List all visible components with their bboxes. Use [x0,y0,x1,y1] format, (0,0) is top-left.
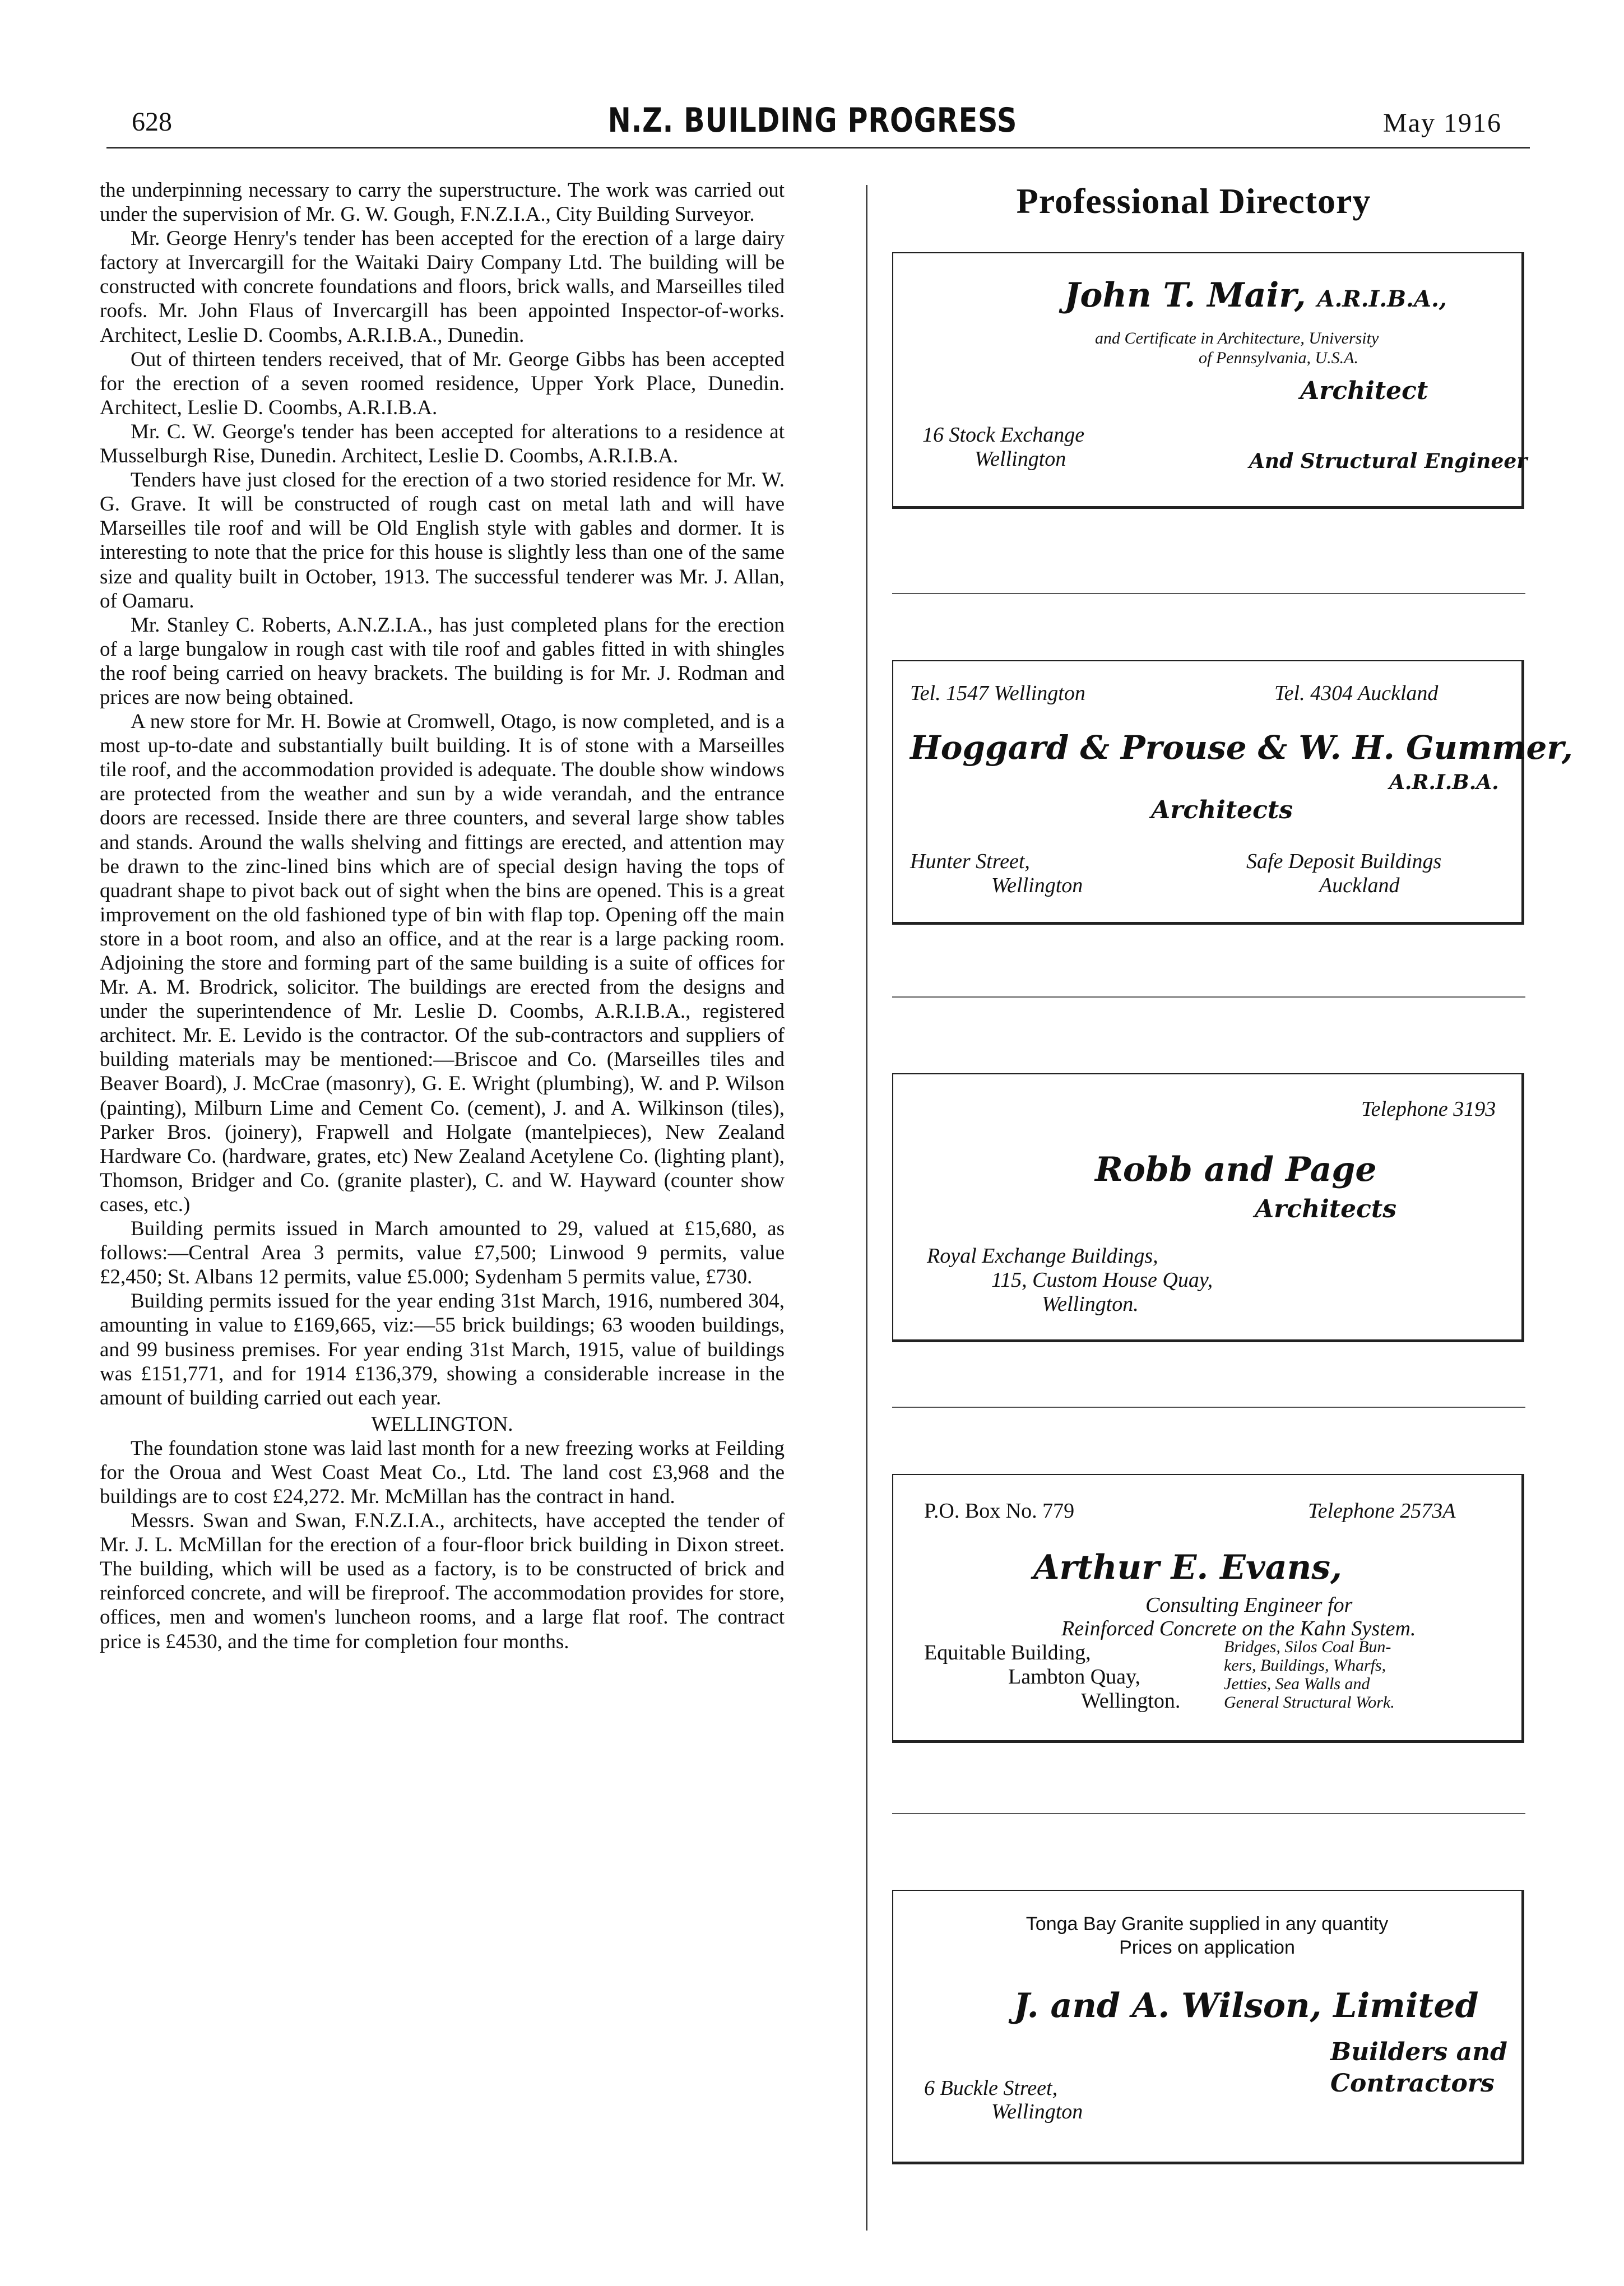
robb-telephone: Telephone 3193 [1361,1097,1496,1121]
evans-address-line1: Equitable Building, [924,1641,1091,1664]
evans-address-line2: Lambton Quay, [1008,1665,1141,1689]
article-paragraph: the underpinning necessary to carry the superstructure. The work was carried out under the supervision of Mr. G. W. Gough, F.N.Z.I.A., City Building Surveyor. [100,179,785,226]
article-paragraph: Building permits issued for the year ending 31st March, 1916, numbered 304, amounting in value to £169,665, viz:—55 brick buildings; 63 wooden buildings, and 99 business premises. For year ending 31st March, 1915, value of buildings was £151,771, and for 1914 £136,379, showing a considerable increase in the amount of building carried out each year. [100,1290,785,1409]
robb-name: Robb and Page [1095,1150,1377,1189]
mair-address-line1: 16 Stock Exchange [922,423,1085,447]
article-column [100,178,785,1654]
card-wilson-limited [892,1890,1524,2164]
mair-address-line2: Wellington [975,447,1066,471]
mair-name: John T. Mair, [1064,276,1306,315]
column-divider [866,185,867,2231]
evans-po-box: P.O. Box No. 779 [924,1499,1075,1523]
card-hoggard-prouse-gummer [892,660,1573,925]
evans-works-line4: General Structural Work. [1224,1693,1395,1712]
article-paragraph: Building permits issued in March amounted to 29, valued at £15,680, as follows:—Central Area 3 permits, value £7,500; Linwood 9 permits, value £2,450; St. Albans 12 permits, value £5.000; Sydenham 5 permits value, £730. [100,1217,785,1289]
card-arthur-evans [892,1474,1524,1743]
article-paragraph: Mr. C. W. George's tender has been accepted for alterations to a residence at Musselburgh Rise, Dunedin. Architect, Leslie D. Coombs, A.R.I.B.A. [100,420,785,468]
card-john-mair [892,252,1528,509]
robb-address-line1: Royal Exchange Buildings, [927,1244,1158,1268]
mair-quals: A.R.I.B.A., [1317,286,1447,312]
directory-separator [892,593,1525,594]
wilson-role-line1: Builders and [1330,2038,1507,2066]
evans-works-line2: kers, Buildings, Wharfs, [1224,1656,1386,1675]
page-number: 628 [132,107,172,137]
directory-separator [892,1407,1525,1408]
article-paragraph: The foundation stone was laid last month for a new freezing works at Feilding for the Oroua and West Coast Meat Co., Ltd. The land cost £3,968 and the buildings are to cost £24,272. Mr. McMillan has the contract in hand. [100,1436,785,1508]
robb-role: Architects [1255,1195,1397,1223]
evans-telephone: Telephone 2573A [1308,1499,1456,1523]
article-paragraph: A new store for Mr. H. Bowie at Cromwell, Otago, is now completed, and is a most up-to-date and substantially built building. It is of stone with a Marseilles tile roof, and the accommodation provided is adequate. The double show windows are protected from the weather and sun by a wide verandah, and the entrance doors are recessed. Inside there are three counters, and several large show tables and stands. Around the walls shelving and fittings are erected, and attention may be drawn to the zinc-lined bins which are of special design having the tops of quadrant shape to pivot back out of sight when the bins are opened. This is a great improvement on the old fashioned type of bin with flap top. Opening off the main store in a boot room, and also an office, and at the rear is a large packing room. Adjoining the store and forming part of the same building is a suite of offices for Mr. A. M. Brodrick, solicitor. The buildings are erected from the designs and under the superintendence of Mr. Leslie D. Coombs, A.R.I.B.A., registered architect. Mr. E. Levido is the contractor. Of the sub-contractors and suppliers of building materials may be mentioned:—Briscoe and Co. (Marseilles tiles and Beaver Board), J. McCrae (masonry), G. E. Wright (plumbing), W. and P. Wilson (painting), Milburn Lime and Cement Co. (cement), J. and A. Wilkinson (tiles), Parker Bros. (joinery), Frapwell and Holgate (mantelpieces), New Zealand Hardware Co. (hardware, grates, etc) New Zealand Acetylene Co. (lighting plant), Thomson, Bridger and Co. (granite plaster), C. and W. Hayward (counter show cases, etc.) [100,710,785,1216]
card-robb-and-page [892,1073,1524,1342]
article-paragraph: Messrs. Swan and Swan, F.N.Z.I.A., architects, have accepted the tender of Mr. J. L. McMillan for the erection of a four-floor brick building in Dixon street. The building, which will be used as a factory, is to be constructed of brick and reinforced concrete, and will be fireproof. The accommodation provides for store, offices, men and women's luncheon rooms, and a large flat roof. The contract price is £4530, and the time for completion four months. [100,1509,785,1653]
publication-title: N.Z. BUILDING PROGRESS [607,101,1018,140]
wilson-address-line1: 6 Buckle Street, [924,2076,1058,2100]
page-header [106,101,1519,151]
mair-cert-line1: and Certificate in Architecture, University [1095,329,1379,347]
directory-separator [892,996,1525,998]
wilson-role-line2: Contractors [1330,2069,1495,2098]
mair-role-2: And Structural Engineer [1249,449,1528,473]
section-heading-wellington: WELLINGTON. [371,1412,513,1436]
hoggard-quals: A.R.I.B.A. [1389,771,1499,794]
wilson-address-line2: Wellington [991,2100,1083,2123]
article-paragraph: Mr. George Henry's tender has been accepted for the erection of a large dairy factory at Invercargill for the Waitaki Dairy Company Ltd. The building will be constructed with concrete foundations and floors, brick walls, and Marseilles tiled roofs. Mr. John Flaus of Invercargill has been appointed Inspector-of-works. Architect, Leslie D. Coombs, A.R.I.B.A., Dunedin. [100,227,785,347]
issue-date: May 1916 [1383,108,1502,138]
evans-line1: Consulting Engineer for [1145,1593,1353,1617]
robb-address-line3: Wellington. [1042,1292,1139,1316]
evans-line2: Reinforced Concrete on the Kahn System. [1061,1617,1416,1640]
article-paragraph: Mr. Stanley C. Roberts, A.N.Z.I.A., has just completed plans for the erection of a large bungalow in rough cast with tile roof and gables fitted in with shingles the roof being carried on heavy brackets. The building is for Mr. J. Rodman and prices are now being obtained. [100,613,785,709]
directory-separator [892,1813,1525,1814]
article-paragraph: Tenders have just closed for the erection of a two storied residence for Mr. W. G. Grave. It will be constructed of rough cast on metal lath and will have Marseilles tile roof and will be Old English style with gables and dormer. It is interesting to note that the price for this house is slightly less than one of the same size and quality built in October, 1913. The successful tenderer was Mr. J. Allan, of Oamaru. [100,469,785,613]
evans-name: Arthur E. Evans, [1033,1548,1342,1587]
hoggard-address-right-line1: Safe Deposit Buildings [1246,850,1442,873]
hoggard-tel-wellington: Tel. 1547 Wellington [910,681,1085,705]
mair-cert-line2: of Pennsylvania, U.S.A. [1199,349,1358,367]
mair-role: Architect [1300,377,1428,405]
evans-address-line3: Wellington. [1081,1689,1181,1713]
hoggard-address-left-line2: Wellington [991,874,1083,897]
wilson-name: J. and A. Wilson, Limited [1014,1986,1479,2025]
evans-works-line3: Jetties, Sea Walls and [1224,1675,1370,1693]
article-paragraph: Out of thirteen tenders received, that of Mr. George Gibbs has been accepted for the erection of a seven roomed residence, Upper York Place, Dunedin. Architect, Leslie D. Coombs, A.R.I.B.A. [100,347,785,419]
directory-title: Professional Directory [1016,181,1371,221]
hoggard-role: Architects [1151,796,1293,824]
hoggard-tel-auckland: Tel. 4304 Auckland [1274,681,1439,705]
hoggard-name: Hoggard & Prouse & W. H. Gummer, [910,729,1573,767]
header-rule [106,147,1530,149]
robb-address-line2: 115, Custom House Quay, [991,1268,1213,1292]
hoggard-address-right-line2: Auckland [1319,874,1400,897]
evans-works-line1: Bridges, Silos Coal Bun- [1224,1638,1391,1656]
wilson-line1: Tonga Bay Granite supplied in any quantity [1026,1913,1389,1935]
wilson-line2: Prices on application [1119,1937,1295,1958]
hoggard-address-left-line1: Hunter Street, [910,850,1030,873]
